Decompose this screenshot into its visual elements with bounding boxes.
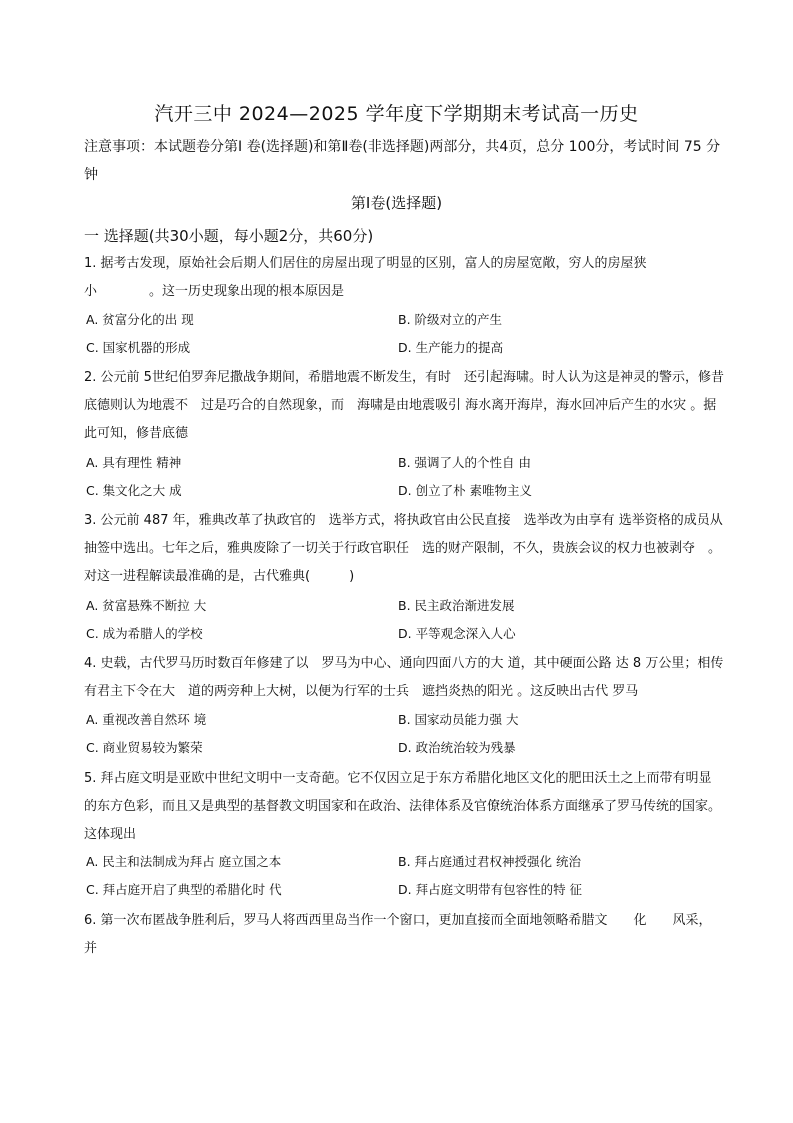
page-title: 汽开三中 2024—2025 学年度下学期期末考试高一历史 (154, 103, 639, 125)
question-3-option-c: C. 成为希腊人的学校 (86, 626, 203, 641)
question-1-option-c: C. 国家机器的形成 (86, 340, 191, 355)
question-3-option-a: A. 贫富悬殊不断拉 大 (86, 598, 207, 613)
question-3-option-d: D. 平等观念深入人心 (398, 626, 516, 641)
question-1-option-d: D. 生产能力的提高 (398, 340, 504, 355)
question-4-option-b: B. 国家动员能力强 大 (398, 712, 519, 727)
exam-notice: 注意事项：本试题卷分第Ⅰ 卷(选择题)和第Ⅱ卷(非选择题)两部分，共4页，总分 100分，考试时间 75 分钟 (84, 139, 721, 183)
question-4-stem: 4. 史载，古代罗马历时数百年修建了以 罗马为中心、通向四面八方的大 道，其中硬面公路 达 8 万公里；相传有君主下令在大 道的两旁种上大树，以便为行军的士兵 遮挡炎热的阳光 。这反映出古代 罗马 (84, 656, 724, 699)
question-2-option-c: C. 集文化之大 成 (86, 483, 182, 498)
question-2-option-d: D. 创立了朴 素唯物主义 (398, 483, 533, 498)
question-1-stem: 1. 据考古发现，原始社会后期人们居住的房屋出现了明显的区别，富人的房屋宽敞，穷人的房屋狭小 。这一历史现象出现的根本原因是 (84, 256, 647, 299)
question-4-option-c: C. 商业贸易较为繁荣 (86, 740, 203, 755)
question-4-option-a: A. 重视改善自然环 境 (86, 712, 207, 727)
question-3-stem: 3. 公元前 487 年，雅典改革了执政官的 选举方式，将执政官由公民直接 选举改为由享有 选举资格的成员从抽签中选出。七年之后，雅典废除了一切关于行政官职任 选的财产限制，不久，贵族会议的权力也被剥夺 。对这一进程解读最准确的是，古代雅典( ) (84, 513, 723, 584)
question-5-option-a: A. 民主和法制成为拜占 庭立国之本 (86, 854, 282, 869)
question-5-option-c: C. 拜占庭开启了典型的希腊化时 代 (86, 882, 282, 897)
section-title: 第Ⅰ卷(选择题) (350, 194, 443, 212)
question-4-option-d: D. 政治统治较为残暴 (398, 740, 516, 755)
question-2-stem: 2. 公元前 5世纪伯罗奔尼撒战争期间，希腊地震不断发生，有时 还引起海啸。时人认为这是神灵的警示，修昔底德则认为地震不 过是巧合的自然现象，而 海啸是由地震吸引 海水离开海岸，海水回冲后产生的水灾 。据此可知，修昔底德 (84, 370, 724, 441)
question-2-option-a: A. 具有理性 精神 (86, 455, 182, 470)
question-2-option-b: B. 强调了人的个性自 由 (398, 455, 531, 470)
question-1-option-b: B. 阶级对立的产生 (398, 312, 503, 327)
question-1-option-a: A. 贫富分化的出 现 (86, 312, 194, 327)
part-heading: 一 选择题(共30小题，每小题2分，共60分) (84, 227, 374, 245)
question-6-stem: 6. 第一次布匿战争胜利后，罗马人将西西里岛当作一个窗口，更加直接而全面地领略希腊文 化 风采，并 (84, 913, 712, 956)
question-5-option-b: B. 拜占庭通过君权神授强化 统治 (398, 854, 581, 869)
question-3-option-b: B. 民主政治渐进发展 (398, 598, 515, 613)
question-5-option-d: D. 拜占庭文明带有包容性的特 征 (398, 882, 583, 897)
question-5-stem: 5. 拜占庭文明是亚欧中世纪文明中一支奇葩。它不仅因立足于东方希腊化地区文化的肥田沃土之上而带有明显的东方色彩，而且又是典型的基督教文明国家和在政治、法律体系及官僚统治体系方面继承了罗马传统的国家。这体现出 (84, 771, 722, 842)
